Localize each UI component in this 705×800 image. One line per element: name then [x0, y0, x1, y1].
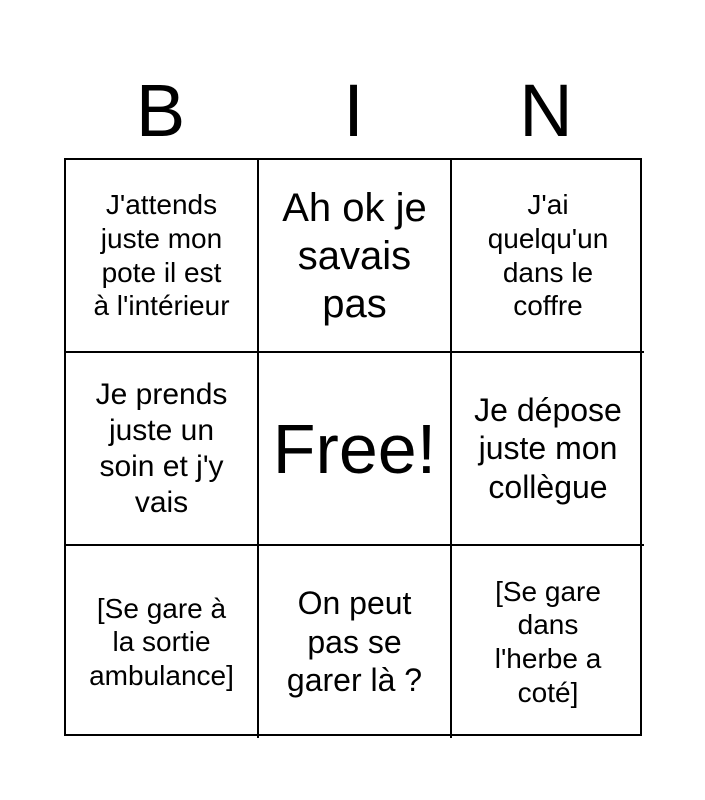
bingo-cell-text: [Se gare à la sortie ambulance]	[89, 592, 234, 691]
bingo-cell-text: Ah ok je savais pas	[282, 185, 427, 326]
bingo-cell[interactable]	[66, 160, 259, 353]
header-letter-i: I	[343, 69, 364, 152]
free-space-text: Free!	[272, 409, 437, 488]
bingo-cell-text: J'attends juste mon pote il est à l'intérieur	[93, 189, 230, 322]
bingo-cell[interactable]	[452, 546, 644, 738]
bingo-cell-text: Je prends juste un soin et j'y vais	[95, 377, 228, 519]
header-letter-n: N	[519, 69, 573, 152]
bingo-cell-text: On peut pas se garer là ?	[286, 585, 423, 699]
bingo-cell[interactable]	[452, 160, 644, 353]
bingo-cell[interactable]	[259, 160, 452, 353]
free-space-cell[interactable]	[259, 353, 452, 546]
bingo-cell-text: [Se gare dans l'herbe a coté]	[494, 575, 602, 708]
bingo-cell-text: J'ai quelqu'un dans le coffre	[487, 189, 609, 322]
bingo-header	[64, 66, 642, 156]
bingo-cell-text: Je dépose juste mon collègue	[474, 391, 622, 505]
bingo-cell[interactable]	[452, 353, 644, 546]
header-letter-b: B	[135, 69, 186, 152]
bingo-card	[64, 158, 642, 736]
bingo-cell[interactable]	[66, 546, 259, 738]
bingo-cell[interactable]	[259, 546, 452, 738]
bingo-cell[interactable]	[66, 353, 259, 546]
